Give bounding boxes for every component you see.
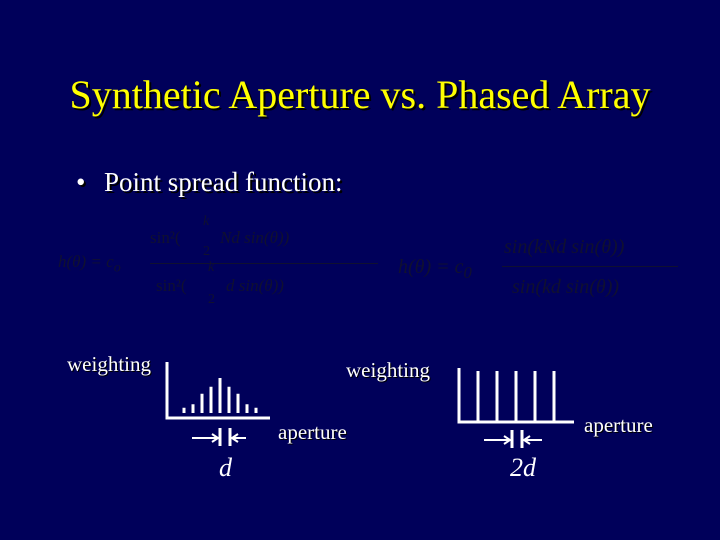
left-equation-num-frac-top: k xyxy=(203,214,210,229)
right-weighting-label: weighting xyxy=(346,358,430,382)
left-equation-numerator: sin²( xyxy=(150,228,181,247)
right-aperture-label: aperture xyxy=(584,413,653,437)
right-equation-lhs: h(θ) = c xyxy=(398,256,464,278)
slide-title: Synthetic Aperture vs. Phased Array xyxy=(69,72,651,117)
right-spacing-marker xyxy=(484,430,542,448)
left-equation-numerator-tail: Nd sin(θ)) xyxy=(220,228,290,247)
left-equation-denominator: sin²( xyxy=(156,276,187,295)
right-equation-lhs-sub: 0 xyxy=(463,263,472,282)
right-equation-numerator: sin(kNd sin(θ)) xyxy=(504,236,625,258)
left-equation-lhs: h(θ) = c xyxy=(58,252,114,271)
left-spacing-label: d xyxy=(219,453,232,482)
left-weighting-label: weighting xyxy=(67,352,151,376)
bullet-text: Point spread function: xyxy=(104,167,343,197)
left-equation-den-frac-top: k xyxy=(208,260,215,275)
right-equation-denominator: sin(kd sin(θ)) xyxy=(512,276,620,298)
right-weight-bars xyxy=(478,371,554,421)
left-equation-lhs-sub: o xyxy=(113,259,121,276)
left-aperture-label: aperture xyxy=(278,420,347,444)
left-equation-den-frac-bottom: 2 xyxy=(208,292,215,307)
left-equation-num-frac-bottom: 2 xyxy=(203,244,210,259)
left-equation-denominator-tail: d sin(θ)) xyxy=(226,276,284,295)
bullet-icon: • xyxy=(76,167,86,197)
right-spacing-label: 2d xyxy=(510,453,536,482)
